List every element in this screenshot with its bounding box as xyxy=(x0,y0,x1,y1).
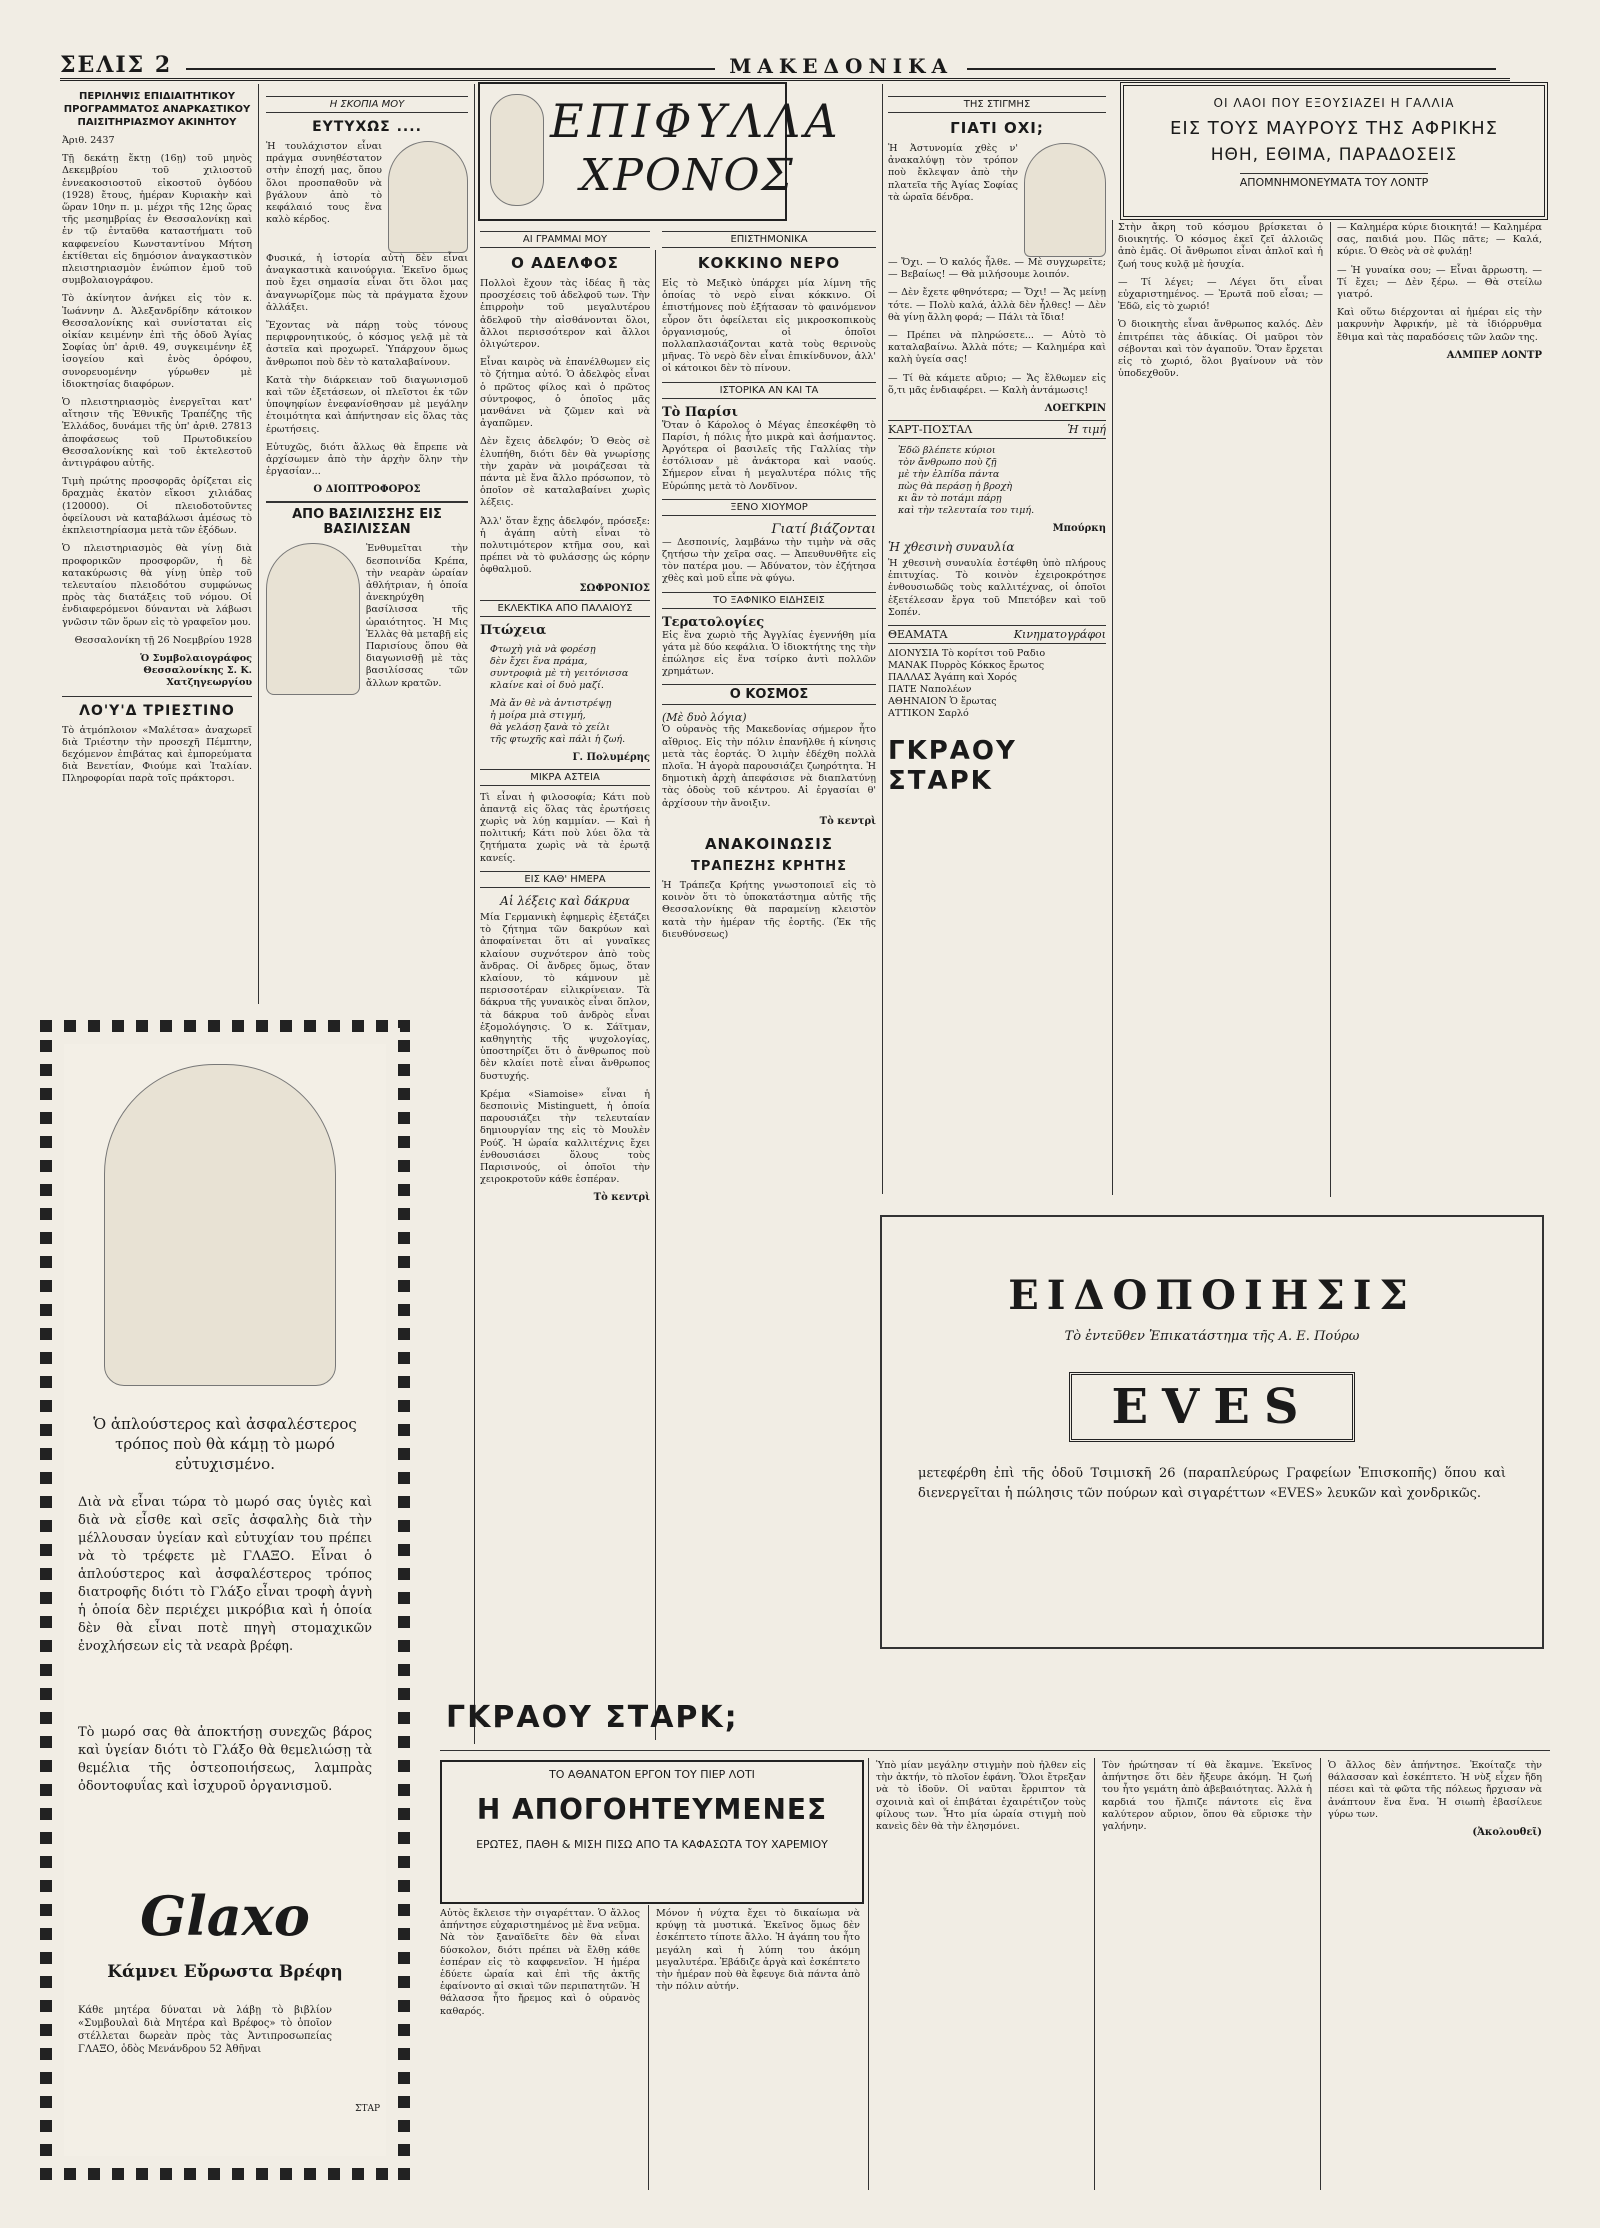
portrait-illustration xyxy=(266,543,360,695)
poem-line: δὲν ἔχει ἕνα πράμα, xyxy=(490,655,588,667)
legal-para: Θεσσαλονίκη τῇ 26 Νοεμβρίου 1928 xyxy=(74,634,252,646)
brother-para: Εἶναι καιρὸς νὰ ἐπανέλθωμεν εἰς τὸ ζήτημα αὐτό. Ὁ ἀδελφὸς εἶναι ὁ πρῶτος φίλος καὶ ὁ πρῶτος σύντροφος, ὁ ὁποῖος μᾶς μανθάνει νὰ ζῶμεν καὶ νὰ ἀγαπῶμεν. xyxy=(480,357,650,430)
legal-heading-line: ΠΕΡΙΛΗΨΙΣ ΕΠΙΔΙΑΙΤΗΤΙΚΟΥ xyxy=(79,91,235,102)
africa-line1: ΟΙ ΛΑΟΙ ΠΟΥ ΕΞΟΥΣΙΑΖΕΙ Η ΓΑΛΛΙΑ xyxy=(1213,96,1455,110)
glaxo-advertisement xyxy=(40,1020,410,2180)
serial-column-a xyxy=(440,1908,640,2188)
oddities-text: Εἰς ἕνα χωριὸ τῆς Ἀγγλίας ἐγεννήθη μία γάτα μὲ δύο κεφάλια. Ὁ ἰδιοκτήτης της τὴν ἐπώλησε εἰς ἕνα τσίρκο ἀντὶ πολλῶν χρημάτων. xyxy=(662,629,876,678)
masthead-rule xyxy=(186,68,715,70)
why-not-para: Ἡ Ἀστυνομία χθὲς ν' ἀνακαλύψῃ τὸν τρόπον ποὺ ἔκλεψαν ἀπὸ τὴν πλατεῖα τῆς Ἀγίας Σοφίας τὰ ὡραῖα δένδρα. xyxy=(888,143,1018,203)
skopia-para: Κατὰ τὴν διάρκειαν τοῦ διαγωνισμοῦ καὶ τῶν ἐξετάσεων, οἱ πλεῖστοι ἐκ τῶν ὑποψηφίων ἐνεφανίσθησαν μὲ μεγάλην ἐτοιμότητα καὶ ἀπήντησαν εἰς ὅλας τὰς ἐρωτήσεις. xyxy=(266,374,468,435)
glaxo-body: Διὰ νὰ εἶναι τώρα τὸ μωρό σας ὑγιὲς καὶ διὰ νὰ εἶσθε καὶ σεῖς ἀσφαλὴς διὰ τὴν μέλλουσαν ὑγείαν καὶ εὐτυχίαν του πρέπει νὰ τὸ τρέφετε μὲ ΓΛΑΞΟ. Εἶναι ὁ ἁπλούστερος καὶ ἀσφαλέστερος τρόπος διατροφῆς διότι τὸ Γλάξο εἶναι τροφὴ ἁγνὴ ἡ ὁποία δὲν περιέχει μικρόβια καὶ ἡ ὁποία δὲν θὰ εἶναι ποτὲ πηγὴ στομαχικῶν ἐνοχλήσεων εἰς τὰ νεαρὰ βρέφη. xyxy=(78,1495,372,1654)
humor-title: Γιατί βιάζονται xyxy=(771,521,876,537)
grau-stark-ad-middle: ΓΚΡΑΟΥ ΣΤΑΡΚ; xyxy=(446,1700,739,1735)
serial-text: Ὁ ἄλλος δὲν ἀπήντησε. Ἐκοίταζε τὴν θάλασσαν καὶ ἐσκέπτετο. Ἡ νὺξ εἶχεν ἤδη πέσει καὶ τὰ φῶτα τῆς πόλεως ἤρχισαν νὰ ἀνάπτουν ἕνα ἕνα. Ἡ σιωπὴ ἐβασίλευε γύρω των. xyxy=(1328,1760,1542,1820)
column-divider xyxy=(1112,220,1113,1195)
caricature-illustration xyxy=(388,141,468,253)
poem-bar: ΕΚΛΕΚΤΙΚΑ ΑΠΟ ΠΑΛΑΙΟΥΣ xyxy=(480,600,650,617)
skopia-para: Ἔχοντας νὰ πάρῃ τοὺς τόνους περιφρονητικούς, ὁ κόσμος γελᾷ μὲ τὰ ἀστεῖα καὶ προχωρεῖ. Ὑπάρχουν ὅμως ἄνθρωποι ποὺ δὲν τὸ καταλαβαίνουν. xyxy=(266,320,468,368)
poem-line: ἡ μοίρα μιὰ στιγμή, xyxy=(490,709,586,721)
brother-para: Ἀλλ' ὅταν ἔχῃς ἀδελφόν, πρόσεξε: ἡ ἀγάπη αὐτὴ εἶναι τὸ πολυτιμότερον κτῆμα σου, καὶ πρέπει νὰ τὸ φυλάσσῃς ὡς κόρην ὀφθαλμοῦ. xyxy=(480,515,650,576)
brother-para: Δὲν ἔχεις ἀδελφόν; Ὁ Θεὸς σὲ ἐλυπήθη, διότι δὲν θὰ γνωρίσῃς τὴν χαρὰν νὰ μοιράζεσαι τὰ πάντα μὲ ἕνα ἄλλο πρόσωπον, τὸ ὁποῖον σὲ καταλαβαίνει χωρὶς λέξεις. xyxy=(480,436,650,509)
poem-line: κι ἂν τὸ ποτάμι πάρῃ xyxy=(898,493,1002,505)
column-divider xyxy=(648,1905,649,2190)
legal-para: Τὸ ἀκίνητον ἀνήκει εἰς τὸν κ. Ἰωάννην Δ. Ἀλεξανδρίδην κάτοικον Θεσσαλονίκης καὶ συνίσταται εἰς οἰκίαν κειμένην ἐπὶ τῆς ὁδοῦ Ἁγίας Σοφίας ὑπ' ἀριθ. 49, συγκειμένην ἐξ ἰσογείου καὶ ἑνὸς ὀρόφου, συνορευομένην γύρωθεν μὲ ἰδιοκτησίας διαφόρων. xyxy=(62,293,252,390)
serial-column-d xyxy=(1102,1760,1312,2188)
show-item: ΠΑΛΛΑΣ Ἀγάπη καὶ Χορός xyxy=(888,672,1017,684)
film-line2: ΕΡΩΤΕΣ, ΠΑΘΗ & ΜΙΣΗ ΠΙΣΩ ΑΠΟ ΤΑ ΚΑΦΑΣΩΤΑ ΤΟΥ ΧΑΡΕΜΙΟΥ xyxy=(476,1838,828,1851)
poem-line: Φτωχὴ γιὰ νὰ φορέσῃ xyxy=(490,643,596,655)
africa-series-box xyxy=(1120,82,1548,220)
masthead xyxy=(60,52,1510,81)
announcement-text: Ἡ Τράπεζα Κρήτης γνωστοποιεῖ εἰς τὸ κοινὸν ὅτι τὸ ὑποκατάστημα αὐτῆς τῆς Θεσσαλονίκης θὰ παραμείνῃ κλειστὸν κατὰ τὴν ἡμέραν τῆς ἑορτῆς. (Ἐκ τῆς διευθύνσεως) xyxy=(662,879,876,940)
paris-text: Ὅταν ὁ Κάρολος ὁ Μέγας ἐπεσκέφθη τὸ Παρίσι, ἡ πόλις ἦτο μικρὰ καὶ ἀσήμαντος. Ἀργότερα οἱ βασιλεῖς τῆς Γαλλίας τὴν ἐστόλισαν μὲ ἀνάκτορα καὶ ναούς. Σήμερον εἶναι ἡ μεγαλυτέρα πόλις τῆς Εὐρώπης μετὰ τὸ Λονδῖνον. xyxy=(662,419,876,492)
serial-continued: (Ἀκολουθεῖ) xyxy=(1472,1827,1542,1839)
world-text: Ὁ οὐρανὸς τῆς Μακεδονίας σήμερον ἦτο αἴθριος. Εἰς τὴν πόλιν ἐπανῆλθε ἡ κίνησις μετὰ τὰς ἑορτάς. Ὁ λιμὴν ἐδέχθη πολλὰ πλοῖα. Ἡ ἀγορὰ παρουσιάζει ζωηρότητα. Ἡ δημοτικὴ ἀρχὴ ἀπεφάσισε νὰ διαπλατύνῃ τὰς ὁδοὺς τοῦ κέντρου. Αἱ ἐργασίαι θ' ἀρχίσουν τὴν ἄνοιξιν. xyxy=(662,724,876,809)
shows-bar: ΘΕΑΜΑΤΑ xyxy=(888,628,948,642)
daily-bar: ΕΙΣ ΚΑΘ' ΗΜΕΡΑ xyxy=(480,871,650,888)
grau-stark-ad: ΓΚΡΑΟΥ ΣΤΑΡΚ xyxy=(888,736,1017,797)
glaxo-mark: ΣΤΑΡ xyxy=(355,2104,380,2114)
brother-para: Πολλοὶ ἔχουν τὰς ἰδέας ἢ τὰς προσχέσεις τοῦ ἀδελφοῦ των. Τὴν ἐπιρροὴν τοῦ μεγαλυτέρου ἀδελφοῦ τὴν αἰσθάνονται ὅλοι, ἄλλοι περισσότερον καὶ ἄλλοι ὀλιγώτερον. xyxy=(480,278,650,351)
glaxo-headline: Ὁ ἁπλούστερος καὶ ἀσφαλέστερος τρόπος ποὺ θὰ κάμῃ τὸ μωρό εὐτυχισμένο. xyxy=(93,1415,357,1473)
eves-brand: EVES xyxy=(1069,1372,1355,1442)
serial-text: Μόνον ἡ νύχτα ἔχει τὸ δικαίωμα νὰ κρύψῃ τὰ μυστικά. Ἐκεῖνος ὅμως δὲν ἐσκέπτετο τίποτε ἄλλο. Ἡ ἀγάπη του ἦτο μεγάλη καὶ ἡ λύπη του ἀκόμη μεγαλυτέρα. Ἐβάδιζε ἀργὰ καὶ ἐσκέπτετο τὴν ἡμέραν ποὺ θὰ ἔφευγε διὰ πάντα ἀπὸ τὴν πόλιν αὐτήν. xyxy=(656,1908,860,1993)
humor-bar: ΞΕΝΟ ΧΙΟΥΜΟΡ xyxy=(662,499,876,516)
paris-title: Τὸ Παρίσι xyxy=(662,404,738,420)
skopia-para: Ἡ τουλάχιστον εἶναι πράγμα συνηθέστατον στὴν ἐποχή μας, ὅπου ὅλοι προσπαθοῦν νὰ βγάλουν ἀπὸ τὸ κεφάλαιό τους ἕνα καλὸ κέρδος. xyxy=(266,141,382,226)
postcard-signature: Μπούρκη xyxy=(1052,523,1106,535)
why-not-signature: ΛΟΕΓΚΡΙΝ xyxy=(1044,403,1106,415)
africa-line4: ΑΠΟΜΝΗΜΟΝΕΥΜΑΤΑ ΤΟΥ ΛΟΝΤΡ xyxy=(1240,173,1429,189)
science-section-label: ΕΠΙΣΤΗΜΟΝΙΚΑ xyxy=(662,231,876,248)
page-number: ΣΕΛΙΣ 2 xyxy=(60,52,173,78)
poem-line: Μὰ ἄν θὲ νὰ ἀντιστρέψῃ xyxy=(490,697,612,709)
world-signature: Τὸ κεντρὶ xyxy=(819,815,876,827)
queen-title: ΑΠΟ ΒΑΣΙΛΙΣΣΗΣ ΕΙΣ ΒΑΣΙΛΙΣΣΑΝ xyxy=(266,501,468,537)
show-item: ΠΑΤΕ Ναπολέων xyxy=(888,684,972,696)
concert-title: Ἡ χθεσινὴ συναυλία xyxy=(888,540,1015,555)
bottom-rule xyxy=(440,1750,1550,1751)
poem-block xyxy=(490,644,650,746)
oddities-title: Τερατολογίες xyxy=(662,614,765,630)
africa-text-column xyxy=(1118,222,1542,1197)
science-column xyxy=(662,225,876,1715)
show-item: ΔΙΟΝΥΣΙΑ Τὸ κορίτσι τοῦ Ραδιο xyxy=(888,648,1046,660)
why-not-para: — Πρέπει νὰ πληρώσετε... — Αὐτὸ τὸ καταλαβαίνω. Ἀλλὰ πότε; — Καλημέρα καὶ καλὴ ὑγεία σας! xyxy=(888,330,1106,366)
column-divider xyxy=(655,250,656,1740)
news-bar: ΤΟ ΞΑΦΝΙΚΟ ΕΙΔΗΣΕΙΣ xyxy=(662,592,876,609)
glaxo-body2: Τὸ μωρό σας θὰ ἀποκτήσῃ συνεχῶς βάρος καὶ ὑγείαν διότι τὸ Γλάξο θὰ θεμελιώσῃ τὰ θεμέλια τῆς ὀστεοποιήσεως, λαμπρὰς ὀδοντοφυΐας καὶ ἰσχυροῦ ὀργανισμοῦ. xyxy=(78,1725,372,1794)
daily-title: Αἱ λέξεις καὶ δάκρυα xyxy=(500,893,630,908)
poem-line: πὼς θὰ περάσῃ ἡ βροχὴ xyxy=(898,481,1013,493)
skopia-column xyxy=(266,90,468,1000)
notice-subtitle: Τὸ ἐντεῦθεν Ἐπικατάστημα τῆς Α. Ε. Πούρω xyxy=(1064,1329,1360,1344)
announcement-subtitle: ΤΡΑΠΕΖΗΣ ΚΡΗΤΗΣ xyxy=(690,858,848,874)
cinemas-label: Κινηματογράφοι xyxy=(1013,628,1106,642)
column-divider xyxy=(882,84,883,1194)
jokes-text: Τὶ εἶναι ἡ φιλοσοφία; Κάτι ποὺ ἀπαντᾷ εἰς ὅλας τὰς ἐρωτήσεις χωρὶς νὰ λύῃ καμμίαν. — Καὶ ἡ πολιτική; Κάτι ποὺ λύει ὅλα τὰ ζητήματα χωρὶς νὰ τὰ ἐρωτᾷ κανείς. xyxy=(480,791,650,864)
serial-text: Τὸν ἠρώτησαν τί θὰ ἔκαμνε. Ἐκεῖνος ἀπήντησε ὅτι δὲν ἤξευρε ἀκόμη. Ἡ ζωή του ἦτο γεμάτη ἀπὸ ἀβεβαιότητας. Ἀλλὰ ἡ καρδιά του ἤλπιζε πάντοτε εἰς ἕνα καλύτερον αὔριον, ὅπου θὰ εὕρισκε τὴν γαλήνην. xyxy=(1102,1760,1312,1833)
africa-signature: ΑΛΜΠΕΡ ΛΟΝΤΡ xyxy=(1446,349,1542,361)
poem-line: καὶ τὴν τελευταία του τιμή. xyxy=(898,505,1035,517)
notice-title: ΕΙΔΟΠΟΙΗΣΙΣ xyxy=(1008,1272,1416,1319)
notice-body: μετεφέρθη ἐπὶ τῆς ὁδοῦ Τσιμισκῆ 26 (παραπλεύρως Γραφείων Ἐπισκοπῆς) ὅπου καὶ διενεργεῖται ἡ πώλησις τῶν πούρων καὶ σιγαρέττων «EVES» λευκῶν καὶ χονδρικῶς. xyxy=(918,1466,1506,1501)
glaxo-logo: Glaxo xyxy=(140,1884,310,1948)
column-divider xyxy=(868,1758,869,2190)
legal-heading-line: ΠΡΟΓΡΑΜΜΑΤΟΣ ΑΝΑΡΚΑΣΤΙΚΟΥ xyxy=(63,104,251,115)
poem-line: τῆς φτωχῆς καὶ πάλι ἡ ζωή. xyxy=(490,733,626,745)
skopia-signature: Ο ΔΙΟΠΤΡΟΦΟΡΟΣ xyxy=(313,484,421,496)
legal-para: Τιμὴ πρώτης προσφορᾶς ὁρίζεται εἰς δραχμὰς ἑκατὸν εἴκοσι χιλιάδας (120000). Οἱ πλειοδοτοῦντες ὀφείλουσι νὰ καταβάλωσι ἀμέσως τὸ ἐκπλειστηρίασμα μετὰ τῶν ἐξόδων. xyxy=(62,476,252,537)
column-divider xyxy=(1094,1758,1095,2190)
africa-para: — Καλημέρα κύριε διοικητά! — Καλημέρα σας, παιδιά μου. Πῶς πᾶτε; — Καλά, κύριε. Ὁ Θεὸς νὰ σὲ φυλάῃ! xyxy=(1337,222,1542,258)
serial-column-b xyxy=(656,1908,860,2188)
legal-notice-heading xyxy=(62,90,252,129)
africa-line2: ΕΙΣ ΤΟΥΣ ΜΑΥΡΟΥΣ ΤΗΣ ΑΦΡΙΚΗΣ xyxy=(1170,118,1498,139)
poem-line: μὲ τὴν ἐλπίδα πάντα xyxy=(898,469,1000,481)
show-item: ΑΘΗΝΑΙΟΝ Ὁ ἔρωτας xyxy=(888,696,997,708)
queen-text: Ἐνθυμεῖται τὴν δεσποινίδα Κρέπα, τὴν νεαρὰν ὡραίαν ἀθλήτριαν, ἡ ὁποία ἀνεκηρύχθη βασίλισσα τῆς ὡραιότητος. Ἡ Μις Ἑλλὰς θὰ μεταβῇ εἰς Παρισίους ὅπου θὰ διαγωνισθῇ μὲ τὰς βασιλίσσας τῶν ἄλλων κρατῶν. xyxy=(366,543,468,689)
postcard-poem xyxy=(898,445,1106,517)
skopia-title: ΕΥΤΥΧΩΣ .... xyxy=(312,119,422,135)
serial-text: Ὑπὸ μίαν μεγάλην στιγμὴν ποὺ ἦλθεν εἰς τὴν ἀκτήν, τὸ πλοῖον ἐφάνη. Ὅλοι ἔτρεξαν νὰ τὸ ἰδοῦν. Οἱ ναῦται ἔρριπτον τὰ σχοινιὰ καὶ οἱ ἐπιβάται ἐχαιρέτιζον τοὺς φίλους των. Ἦτο μία ὡραία στιγμὴ ποὺ κανεὶς δὲν θὰ τὴν ἐλησμόνει. xyxy=(876,1760,1086,1833)
serial-text: Αὐτὸς ἔκλεισε τὴν σιγαρέτταν. Ὁ ἄλλος ἀπήντησε εὐχαριστημένος μὲ ἕνα νεῦμα. Νὰ τὸν ξαναϊδεῖτε δὲν θὰ εἶναι δύσκολον, διότι πρέπει νὰ ἔλθῃ κάθε ἑσπέραν εἰς τὸ καφφενεῖον. Ἡ ἡμέρα ἐδύετε ὡραία καὶ ἐπὶ τῆς ἀκτῆς ἐφαίνοντο αἱ σκιαὶ τῶν περιπατητῶν. Ἡ θάλασσα ἦτο ἤρεμος καὶ ὁ οὐρανὸς καθαρός. xyxy=(440,1908,640,2017)
brother-signature: ΣΩΦΡΟΝΙΟΣ xyxy=(579,582,650,594)
legal-heading-line: ΠΑΙΣΙΤΗΡΙΑΣΜΟΥ ΑΚΙΝΗΤΟΥ xyxy=(77,117,237,128)
trieste-title: ΛΟ'Υ'Δ ΤΡΙΕΣΤΙΝΟ xyxy=(62,696,252,719)
eves-notice xyxy=(880,1215,1544,1649)
show-item: ΑΤΤΙΚΟΝ Σαρλό xyxy=(888,708,969,720)
header-art-line2: ΧΡΟΝΟΣ xyxy=(580,150,795,201)
feuilleton-column xyxy=(480,225,650,1735)
concert-text: Ἡ χθεσινὴ συναυλία ἐστέφθη ὑπὸ πλήρους ἐπιτυχίας. Τὸ κοινὸν ἐχειροκρότησε ἐνθουσιωδῶς τοὺς καλλιτέχνας, οἱ ὁποῖοι ἐξετέλεσαν ἔργα τοῦ Μπετόβεν καὶ τοῦ Σοπέν. xyxy=(888,558,1106,618)
column-divider xyxy=(1320,1758,1321,2190)
serial-column-e xyxy=(1328,1760,1542,2188)
why-not-para: — Τί θὰ κάμετε αὔριο; — Ἄς ἔλθωμεν εἰς ὅ,τι μᾶς ἐνδιαφέρει. — Καλὴ ἀντάμωσις! xyxy=(888,372,1106,396)
africa-line3: ΗΘΗ, ΕΘΙΜΑ, ΠΑΡΑΔΟΣΕΙΣ xyxy=(1210,145,1458,165)
honor-title: Ἡ τιμή xyxy=(1067,423,1106,437)
film-title: Η ΑΠΟΓΟΗΤΕΥΜΕΝΕΣ xyxy=(476,1793,828,1826)
why-not-para: — Ὄχι. — Ὁ καλός ἦλθε. — Μὲ συγχωρεῖτε; — Βεβαίως! — Θὰ μιλήσουμε λοιπόν. xyxy=(888,257,1106,281)
face-ornament xyxy=(490,94,544,206)
africa-para: Ὁ διοικητὴς εἶναι ἄνθρωπος καλός. Δὲν ἐπιτρέπει τὰς ἀδικίας. Οἱ μαῦροι τὸν σέβονται καὶ τὸν ἀγαποῦν. Ὅταν ἔρχεται εἰς τὸ χωριό, ὅλοι βγαίνουν νὰ τὸν ὑποδεχθοῦν. xyxy=(1118,319,1323,380)
masthead-rule-right xyxy=(967,68,1496,70)
world-subtitle: (Μὲ δυὸ λόγια) xyxy=(662,711,747,725)
skopia-para: Φυσικά, ἡ ἱστορία αὐτὴ δὲν εἶναι ἀναγκαστικὰ καινούργια. Ἐκεῖνο ὅμως ποὺ ἔχει σημασία εἶναι ὅτι ὅλοι μας ἀναγνωρίζομε πὼς τὰ πράγματα ἔχουν ἀλλάξει. xyxy=(266,253,468,313)
legal-para: Τῇ δεκάτῃ ἕκτῃ (16ῃ) τοῦ μηνὸς Δεκεμβρίου τοῦ χιλιοστοῦ ἐννεακοσιοστοῦ εἰκοστοῦ ὀγδόου (1928) ἔτους, ἡμέραν Κυριακὴν καὶ ὥραν 10ην π. μ. μέχρι τῆς 12ης ὥρας τῆς μεσημβρίας ἐν Θεσσαλονίκῃ καὶ ἐν τῷ ἐνταῦθα καταστήματι τοῦ καφφενείου Κωνσταντίνου Μήτση ἐκτίθεται εἰς δημόσιον ἀναγκαστικὸν πλειστηριασμὸν ἐνώπιον ἐμοῦ τοῦ συμβολαιογράφου. xyxy=(62,153,252,287)
skopia-para: Εὐτυχῶς, διότι ἄλλως θὰ ἔπρεπε νὰ ἀρχίσωμεν ἀπὸ τὴν ἀρχὴν ὅλην τὴν ἐργασίαν... xyxy=(266,441,468,478)
poem-line: Ἐδῶ βλέπετε κύριοι xyxy=(898,445,996,457)
legal-para: Ὁ πλειστηριασμὸς θὰ γίνῃ διὰ προφορικῶν προσφορῶν, ἡ δὲ κατακύρωσις θὰ γίνῃ ὑπὲρ τοῦ τελευταίου πλειοδότου συμφώνως πρὸς τὰς διατάξεις τοῦ νόμου. Οἱ ἐνδιαφερόμενοι δύνανται νὰ λάβωσι γνῶσιν τῶν ὅρων εἰς τὸ γραφεῖον μου. xyxy=(62,543,252,628)
poem-line: τὸν ἄνθρωπο ποὺ ζῇ xyxy=(898,457,997,469)
skopia-section-label: Η ΣΚΟΠΙΑ ΜΟΥ xyxy=(266,96,468,113)
legal-para: Ἀριθ. 2437 xyxy=(62,135,115,146)
poem-line: συντροφιὰ μὲ τὴ γειτόνισσα xyxy=(490,667,629,679)
poem-title: Πτώχεια xyxy=(480,622,547,638)
cream-signature: Τὸ κεντρὶ xyxy=(593,1192,650,1204)
serial-column-c xyxy=(876,1760,1086,2188)
poem-signature: Γ. Πολυμέρης xyxy=(572,751,650,763)
announcement-title: ΑΝΑΚΟΙΝΩΣΙΣ xyxy=(704,834,834,853)
world-bar: Ο ΚΟΣΜΟΣ xyxy=(662,684,876,705)
epiphyllida-header-art xyxy=(478,82,842,221)
poem-line: θὰ γελάσῃ ξανὰ τὸ χείλι xyxy=(490,721,610,733)
red-water-text: Εἰς τὸ Μεξικὸ ὑπάρχει μία λίμνη τῆς ὁποίας τὸ νερὸ εἶναι κόκκινο. Οἱ ἐπιστήμονες ποὺ ἐξήτασαν τὸ φαινόμενον εὗρον ὅτι ὀφείλεται εἰς μικροσκοπικοὺς ὀργανισμούς, οἱ ὁποῖοι πολλαπλασιάζονται κατὰ τοὺς θερινοὺς μῆνας. Τὸ νερὸ δὲν εἶναι ἐπικίνδυνον, ἀλλ' οἱ κάτοικοι δὲν τὸ πίνουν. xyxy=(662,278,876,375)
glaxo-footer: Κάθε μητέρα δύναται νὰ λάβῃ τὸ βιβλίον «Συμβουλαὶ διὰ Μητέρα καὶ Βρέφος» τὸ ὁποῖον στέλλεται δωρεὰν πρὸς τὰς Ἀντιπροσωπείας ΓΛΑΞΟ, ὁδὸς Μενάνδρου 52 Ἀθῆναι xyxy=(78,2005,332,2055)
shows-list xyxy=(888,648,1106,720)
column-divider xyxy=(474,84,475,1744)
why-not-title: ΓΙΑΤΙ ΟΧΙ; xyxy=(950,119,1044,137)
letters-section-label: ΑΙ ΓΡΑΜΜΑΙ ΜΟΥ xyxy=(480,231,650,248)
history-bar: ΙΣΤΟΡΙΚΑ ΑΝ ΚΑΙ ΤΑ xyxy=(662,382,876,399)
poem-line: κλαίνε καὶ οἱ δυὸ μαζί. xyxy=(490,679,604,691)
daily-text: Μία Γερμανικὴ ἐφημερὶς ἐξετάζει τὸ ζήτημα τῶν δακρύων καὶ ἀποφαίνεται ὅτι αἱ γυναῖκες κλαίουν συχνότερον ἀπὸ τοὺς ἄνδρας. Οἱ ἄνδρες ὅμως, ὅταν κλαίουν, τὸ κάμνουν μὲ περισσοτέραν εἰλικρίνειαν. Τὰ δάκρυα τῆς γυναικὸς εἶναι ὅπλον, τὰ δάκρυα τοῦ ἀνδρὸς εἶναι ἐξομολόγησις. Ὁ κ. Σάϊτμαν, καθηγητὴς τῆς ψυχολογίας, ὑποστηρίζει ὅτι ὁ ἄνθρωπος ποὺ δὲν κλαίει ποτὲ εἶναι ἄνθρωπος δυστυχής. xyxy=(480,911,650,1082)
show-item: ΜΑΝΑΚ Πυρρὸς Κόκκος ἔρωτος xyxy=(888,660,1045,672)
legal-notice-column xyxy=(62,90,252,995)
cream-text: Κρέμα «Siamoise» εἶναι ἡ δεσποινὶς Mistinguett, ἡ ὁποία παρουσιάζει τὴν τελευταίαν δημιουργίαν της εἰς τὸ Μουλὲν Ρούζ. Ἡ ὡραία καλλιτέχνις ἔχει ἐνθουσιάσει ὅλους τοὺς Παρισινούς, οἱ ὁποῖοι τὴν χειροκροτοῦν κάθε ἑσπέραν. xyxy=(480,1088,650,1186)
film-line1: ΤΟ ΑΘΑΝΑΤΟΝ ΕΡΓΟΝ ΤΟΥ ΠΙΕΡ ΛΟΤΙ xyxy=(549,1768,755,1781)
red-water-title: ΚΟΚΚΙΝΟ ΝΕΡΟ xyxy=(697,254,841,272)
africa-para: — Ἡ γυναίκα σου; — Εἶναι ἄρρωστη. — Τί ἔχει; — Δὲν ξέρω. — Θὰ στείλω γιατρό. xyxy=(1337,264,1542,301)
trieste-text: Τὸ ἀτμόπλοιον «Μαλέτσα» ἀναχωρεῖ διὰ Τριέστην τὴν προσεχῆ Πέμπτην, δεχόμενον ἐπιβάτας καὶ ἐμπορεύματα διὰ Βενετίαν, Φιούμε καὶ Ἰταλίαν. Πληροφορίαι παρὰ τοῖς πράκτορσι. xyxy=(62,724,252,785)
sketch-illustration xyxy=(1024,143,1106,257)
jokes-bar: ΜΙΚΡΑ ΑΣΤΕΙΑ xyxy=(480,769,650,786)
humor-text: — Δεσποινίς, λαμβάνω τὴν τιμὴν νὰ σᾶς ζητήσω τὴν χεῖρα σας. — Ἀπευθυνθῆτε εἰς τὸν πατέρα μου. — Ἀδύνατον, τὸν ἐζήτησα χθὲς καὶ μοῦ εἶπε νὰ φύγω. xyxy=(662,536,876,585)
brother-title: Ο ΑΔΕΛΦΟΣ xyxy=(511,254,619,272)
africa-para: — Τί λέγει; — Λέγει ὅτι εἶναι εὐχαριστημένος. — Ἐρωτᾶ ποῦ εἶσαι; — Ἐδῶ, εἰς τὸ χωριό! xyxy=(1118,276,1323,313)
moment-section-label: ΤΗΣ ΣΤΙΓΜΗΣ xyxy=(888,96,1106,113)
why-not-para: — Δὲν ἔχετε φθηνότερα; — Ὄχι! — Ἄς μείνῃ τότε. — Πολὺ καλά, ἀλλὰ δὲν ἦλθες! — Δὲν θὰ γίνῃ ἄλλη φορά; — Πάλι τὰ ἴδια! xyxy=(888,287,1106,323)
glaxo-slogan: Κάμνει Εὔρωστα Βρέφη xyxy=(107,1962,343,1982)
film-advertisement xyxy=(440,1760,864,1904)
moment-column xyxy=(888,90,1106,1185)
africa-para: Στὴν ἄκρη τοῦ κόσμου βρίσκεται ὁ διοικητής. Ὁ κόσμος ἐκεῖ ζεῖ ἀλλοιῶς ἀπὸ ἐμᾶς. Οἱ ἄνθρωποι εἶναι ἁπλοῖ καὶ ἡ ζωή τους κυλᾷ μὲ ἡσυχία. xyxy=(1118,222,1323,270)
africa-para: Καὶ οὕτω διέρχονται αἱ ἡμέραι εἰς τὴν μακρυνὴν Ἀφρικήν, μὲ τὰ ἰδιόρρυθμα ἔθιμα καὶ τὰς παραδόσεις τῶν λαῶν της. xyxy=(1337,307,1542,343)
header-art-line1: ΕΠΙΦΥΛΛΑ xyxy=(550,94,842,148)
legal-para: Ὁ Συμβολαιογράφος Θεσσαλονίκης Σ. Κ. Χατζηγεωργίου xyxy=(140,652,252,689)
paper-title: ΜΑΚΕΔΟΝΙΚΑ xyxy=(729,54,953,78)
column-divider xyxy=(258,84,259,1004)
mother-baby-illustration xyxy=(104,1064,336,1386)
postcard-bar: ΚΑΡΤ-ΠΟΣΤΑΛ xyxy=(888,423,973,437)
legal-para: Ὁ πλειστηριασμὸς ἐνεργεῖται κατ' αἴτησιν τῆς Ἐθνικῆς Τραπέζης τῆς Ἑλλάδος, δυνάμει τῆς ὑπ' ἀριθ. 27813 ἀποφάσεως τοῦ Πρωτοδικείου Θεσσαλονίκης καὶ τοῦ ἐκτελεστοῦ ἀντιγράφου αὐτῆς. xyxy=(62,397,252,470)
